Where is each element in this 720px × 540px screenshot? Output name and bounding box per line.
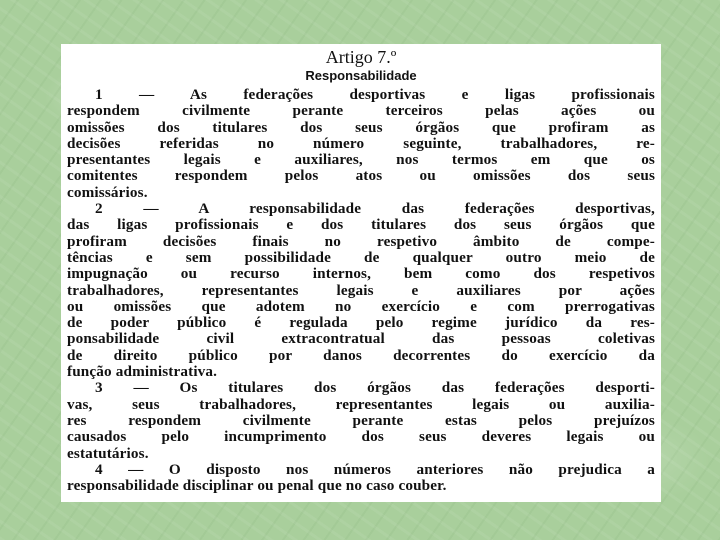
text-line: de poder público é regulada pelo regime jurídico da res-: [67, 315, 655, 332]
article-title: Artigo 7.º: [325, 47, 397, 67]
text-line: responsabilidade disciplinar ou penal que no caso couber.: [67, 478, 447, 495]
text-line: profiram decisões finais no respetivo âmbito de compe-: [67, 233, 655, 250]
text-line: 1 — As federações desportivas e ligas profissionais: [95, 87, 655, 103]
article-subtitle: Responsabilidade: [305, 68, 417, 83]
text-line: comissários.: [67, 184, 148, 201]
text-line: de direito público por danos decorrentes do exercício da: [67, 347, 655, 364]
text-line: presentantes legais e auxiliares, nos termos em que os: [67, 152, 655, 169]
text-line: res respondem civilmente perante estas pelos prejuízos: [67, 412, 655, 429]
text-line: estatutários.: [67, 445, 149, 462]
text-line: ponsabilidade civil extracontratual das pessoas coletivas: [67, 331, 655, 348]
text-line: comitentes respondem pelos atos ou omissões dos seus: [67, 168, 655, 185]
text-line: 2 — A responsabilidade das federações desportivas,: [95, 201, 655, 218]
text-line: decisões referidas no número seguinte, trabalhadores, re-: [67, 135, 655, 152]
text-line: impugnação ou recurso internos, bem como dos respetivos: [67, 266, 655, 283]
text-line: 3 — Os titulares dos órgãos das federações desporti-: [95, 380, 655, 397]
text-line: ou omissões que adotem no exercício e com prerrogativas: [67, 298, 655, 315]
text-line: trabalhadores, representantes legais e auxiliares por ações: [67, 282, 655, 299]
text-line: função administrativa.: [67, 364, 218, 381]
text-line: causados pelo incumprimento dos seus deveres legais ou: [67, 429, 655, 446]
text-line: omissões dos titulares dos seus órgãos que profiram as: [67, 119, 655, 136]
text-line: tências e sem possibilidade de qualquer outro meio de: [67, 249, 655, 266]
text-line: 4 — O disposto nos números anteriores não prejudica a: [95, 461, 655, 478]
text-line: vas, seus trabalhadores, representantes legais ou auxilia-: [67, 396, 655, 413]
text-line: respondem civilmente perante terceiros pelas ações ou: [67, 103, 655, 120]
document-page: [61, 44, 661, 502]
text-line: das ligas profissionais e dos titulares dos seus órgãos que: [67, 217, 655, 234]
